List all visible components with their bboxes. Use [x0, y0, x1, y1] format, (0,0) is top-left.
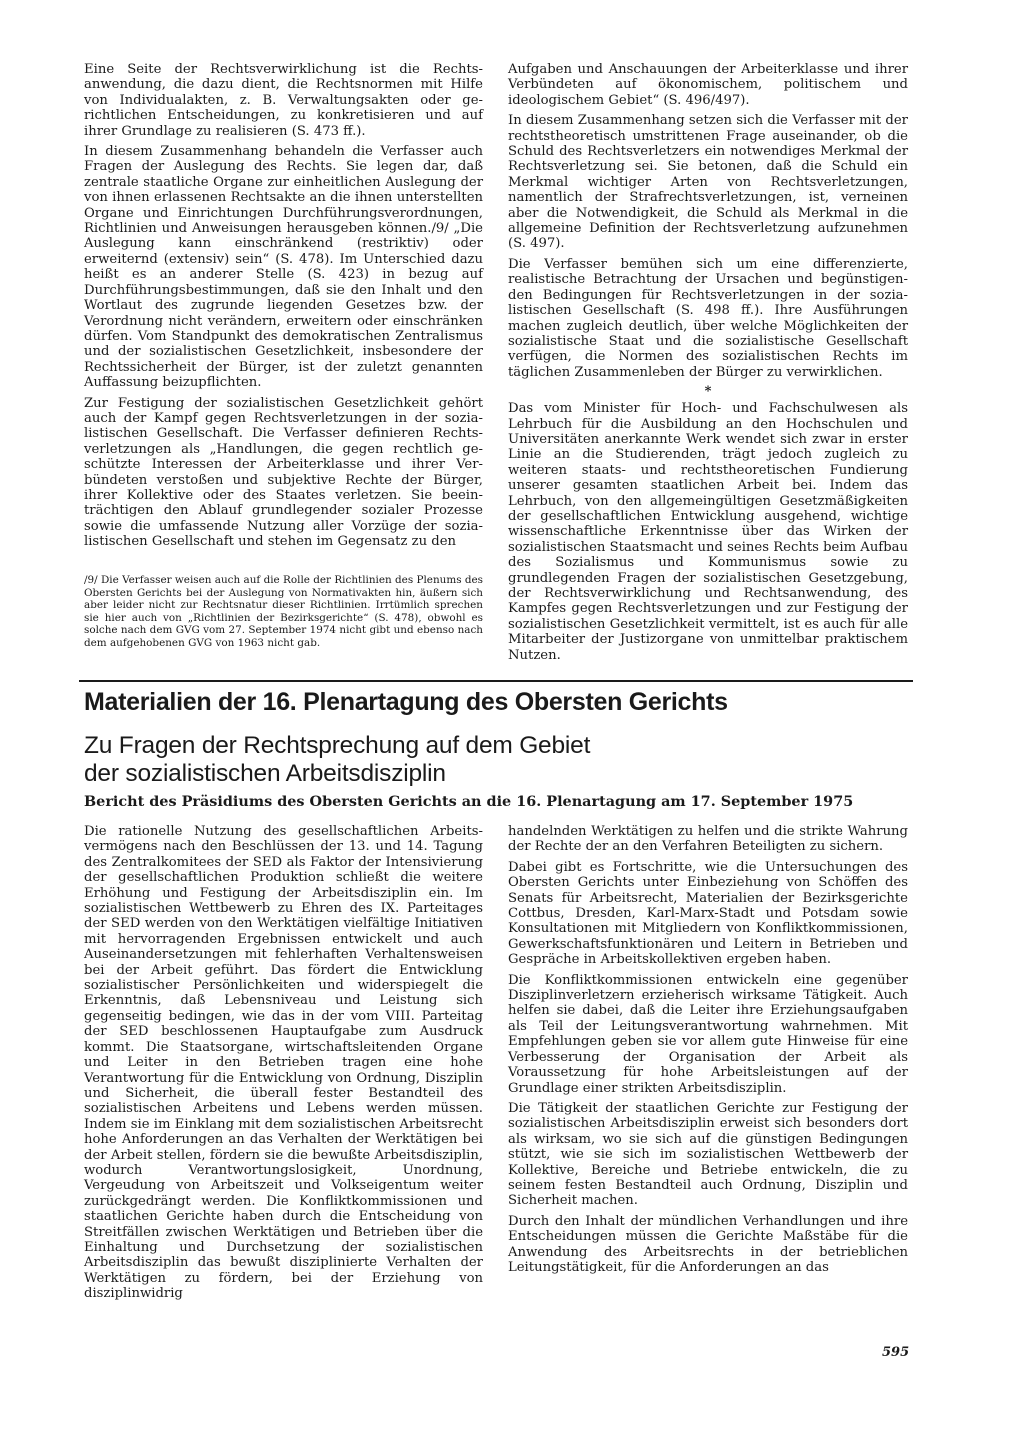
section-rule	[79, 680, 913, 682]
paragraph: Die rationelle Nutzung des gesellschaftlichen Arbeitsvermögens nach den Beschlüssen der 13. und 14. Tagung des Zentralkomitees der SED als Faktor der Intensivierung der gesellschaftlichen Produktion schließt die weitere Erhöhung und Festigung der Arbeitsdisziplin ein. Im sozialistischen Wettbewerb zu Ehren des IX. Parteitages der SED werden von den Werktätigen vielfältige Initiativen mit hervorragenden Ergebnissen entwickelt und auch Auseinandersetzungen mit fehlerhaften Verhaltensweisen bei der Arbeit geführt. Das fördert die Entwicklung sozialistischer Persönlichkeiten und widerspiegelt die Erkenntnis, daß Lebensniveau und Leistung sich gegenseitig bedingen, wie das in der vom VIII. Parteitag der SED beschlossenen Hauptaufgabe zum Ausdruck kommt. Die Staatsorgane, wirtschaftsleitenden Organe und Leiter in den Betrieben tragen eine hohe Verantwortung für die Entwicklung von Ordnung, Disziplin und Sicherheit, die überall fester Bestandteil des sozialistischen Arbeitens und Lebens werden müssen. Indem sie im Einklang mit dem sozialistischen Arbeitsrecht hohe Anforderungen an das Verhalten der Werktätigen bei der Arbeit stellen, fördern sie die bewußte Arbeitsdisziplin, wodurch Verantwortungslosigkeit, Unordnung, Vergeudung von Arbeitszeit und Volkseigentum weiter zurückgedrängt werden. Die Konfliktkommissionen und staatlichen Gerichte haben durch die Entscheidung von Streitfällen zwischen Werktätigen und Betrieben über die Einhaltung und Durchsetzung der sozialistischen Arbeitsdisziplin das bewußt disziplinierte Verhalten der Werktätigen zu fördern, bei der Erziehung von disziplinwidrig	[84, 824, 483, 1302]
article-title-line: Zu Fragen der Rechtsprechung auf dem Gebiet	[84, 732, 591, 759]
top-left-column	[84, 62, 483, 555]
paragraph: handelnden Werktätigen zu helfen und die strikte Wahrung der Rechte der an den Verfahren Beteiligten zu sichern.	[508, 824, 908, 855]
paragraph: In diesem Zusammenhang behandeln die Verfasser auch Fragen der Auslegung des Rechts. Sie legen dar, daß zentrale staatliche Organe zur einheitlichen Auslegung der von ihnen erlassenen Rechtsakte an die ihnen unterstellten Organe und Einrichtungen Durchführungsverordnungen, Richtlinien und Anweisungen herausgeben können./9/ „Die Auslegung kann einschränkend (restriktiv) oder erweiternd (extensiv) sein“ (S. 478). Im Unterschied dazu heißt es an anderer Stelle (S. 423) in bezug auf Durchführungsbestimmungen, daß sie den Inhalt und den Wortlaut des zugrunde liegenden Gesetzes bzw. der Verordnung nicht verändern, erweitern oder einschränken dürfen. Vom Standpunkt des demokratischen Zentralismus und der sozialistischen Gesetzlichkeit, insbesondere der Rechtssicherheit der Bürger, ist der zuletzt genannten Auffassung beizupflichten.	[84, 144, 483, 391]
article-title	[84, 732, 914, 788]
paragraph: Dabei gibt es Fortschritte, wie die Untersuchungen des Obersten Gerichts unter Einbeziehung von Schöffen des Senats für Arbeitsrecht, Materialien der Bezirksgerichte Cottbus, Dresden, Karl-Marx-Stadt und Potsdam sowie Konsultationen mit Mitgliedern von Konfliktkommissionen, Gewerkschaftsfunktionären und Leitern in Betrieben und Gespräche in Arbeitskollektiven ergeben haben.	[508, 859, 908, 968]
paragraph: Eine Seite der Rechtsverwirklichung ist die Rechtsanwendung, die dazu dient, die Rechtsnormen mit Hilfe von Individualakten, z. B. Verwaltungsakten oder gerichtlichen Entscheidungen, zu konkretisieren und auf ihrer Grundlage zu realisieren (S. 473 ff.).	[84, 62, 483, 139]
article-title-line: der sozialistischen Arbeitsdisziplin	[84, 760, 446, 787]
paragraph: Das vom Minister für Hoch- und Fachschulwesen als Lehrbuch für die Ausbildung an den Hochschulen und Universitäten anerkannte Werk wendet sich zwar in erster Linie an die Studierenden, trägt jedoch zugleich zu weiteren staats- und rechtstheoretischen Fundierung unserer gesamten staatlichen Arbeit bei. Indem das Lehrbuch, von den allgemeingültigen Gesetzmäßigkeiten der gesellschaftlichen Entwicklung ausgehend, wichtige wissenschaftliche Erkenntnisse über das Wirken der sozialistischen Staatsmacht und seines Rechts beim Aufbau des Sozialismus und Kommunismus sowie zu grundlegenden Fragen der sozialistischen Gesetzgebung, der Rechtsverwirklichung und Rechtsanwendung, des Kampfes gegen Rechtsverletzungen und zur Festigung der sozialistischen Gesetzlichkeit vermittelt, ist es auch für alle Mitarbeiter der Justizorgane von unmittelbar praktischem Nutzen.	[508, 401, 908, 663]
page-number: 595	[882, 1345, 910, 1360]
paragraph: Aufgaben und Anschauungen der Arbeiterklasse und ihrer Verbündeten auf ökonomischem, politischem und ideologischem Gebiet“ (S. 496/497).	[508, 62, 908, 108]
footnote: /9/ Die Verfasser weisen auch auf die Rolle der Richtlinien des Plenums des Obersten Gerichts bei der Auslegung von Normativakten hin, äußern sich aber leider nicht zur Rechtsnatur dieser Richtlinien. Irrtümlich sprechen sie hier auch von „Richtlinien der Bezirksgerichte“ (S. 478), obwohl es solche nach dem GVG vom 27. September 1974 nicht gibt und ebenso nach dem aufgehobenen GVG von 1963 nicht gab.	[84, 574, 483, 649]
section-separator: *	[704, 384, 712, 400]
top-right-column	[508, 62, 908, 668]
bottom-right-column	[508, 824, 908, 1280]
paragraph: Zur Festigung der sozialistischen Gesetzlichkeit gehört auch der Kampf gegen Rechtsverletzungen in der sozialistischen Gesellschaft. Die Verfasser definieren Rechtsverletzungen als „Handlungen, die gegen rechtlich geschützte Interessen der Arbeiterklasse und ihrer Verbündeten verstoßen und subjektive Rechte der Bürger, ihrer Kollektive oder des Staates verletzen. Sie beeinträchtigen den Ablauf grundlegender sozialer Prozesse sowie die umfassende Nutzung aller Vorzüge der sozialistischen Gesellschaft und stehen im Gegensatz zu den	[84, 395, 483, 550]
article-subtitle: Bericht des Präsidiums des Obersten Gerichts an die 16. Plenartagung am 17. September 1975	[84, 793, 854, 810]
paragraph: Die Verfasser bemühen sich um eine differenzierte, realistische Betrachtung der Ursachen und begünstigenden Bedingungen für Rechtsverletzungen in der sozialistischen Gesellschaft (S. 498 ff.). Ihre Ausführungen machen zugleich deutlich, über welche Möglichkeiten der sozialistische Staat und die sozialistische Gesellschaft verfügen, die Normen des sozialistischen Rechts im täglichen Zusammenleben der Bürger zu verwirklichen.	[508, 256, 908, 380]
paragraph: In diesem Zusammenhang setzen sich die Verfasser mit der rechtstheoretisch umstrittenen Frage auseinander, ob die Schuld des Rechtsverletzers ein notwendiges Merkmal der Rechtsverletzung sei. Sie betonen, daß die Schuld ein Merkmal wichtiger Arten von Rechtsverletzungen, namentlich der Strafrechtsverletzungen, ist, verneinen aber die Notwendigkeit, die Schuld als Merkmal in die allgemeine Definition der Rechtsverletzung aufzunehmen (S. 497).	[508, 113, 908, 252]
paragraph: Durch den Inhalt der mündlichen Verhandlungen und ihre Entscheidungen müssen die Gerichte Maßstäbe für die Anwendung des Arbeitsrechts in der betrieblichen Leitungstätigkeit, für die Anforderungen an das	[508, 1213, 908, 1275]
section-title: Materialien der 16. Plenartagung des Obersten Gerichts	[84, 688, 728, 716]
bottom-left-column	[84, 824, 483, 1307]
paragraph: Die Konfliktkommissionen entwickeln eine gegenüber Disziplinverletzern erzieherisch wirksame Tätigkeit. Auch helfen sie dabei, daß die Leiter ihre Erziehungsaufgaben als Teil der Leitungsverantwortung wahrnehmen. Mit Empfehlungen geben sie vor allem gute Hinweise für eine Verbesserung der Organisation der Arbeit als Voraussetzung für hohe Arbeitsleistungen auf der Grundlage einer strikten Arbeitsdisziplin.	[508, 972, 908, 1096]
paragraph: Die Tätigkeit der staatlichen Gerichte zur Festigung der sozialistischen Arbeitsdisziplin erweist sich besonders dort als wirksam, wo sie sich auf die günstigen Bedingungen stützt, wie sie sich im sozialistischen Wettbewerb der Kollektive, Bereiche und Betriebe entwickeln, die zu seinem festen Bestandteil auch Ordnung, Disziplin und Sicherheit machen.	[508, 1100, 908, 1209]
